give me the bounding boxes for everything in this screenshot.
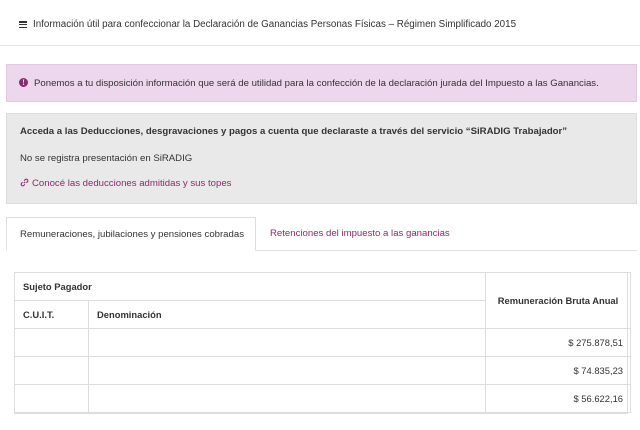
page-header (0, 0, 640, 46)
cell-remuneracion: $ 56.622,16 (486, 385, 631, 413)
table-row (15, 329, 631, 357)
page-title: Información útil para confeccionar la Declaración de Ganancias Personas Físicas – Régimen Simplificado 2015 (33, 19, 517, 30)
tab-bar (6, 217, 637, 251)
cell-remuneracion: $ 275.878,51 (486, 329, 631, 357)
hamburger-icon[interactable] (19, 21, 27, 28)
cell-remuneracion: $ 74.835,23 (486, 357, 631, 385)
table-row (15, 357, 631, 385)
deducciones-link[interactable] (20, 178, 231, 189)
panel-title: Acceda a las Deducciones, desgravaciones y pagos a cuenta que declaraste a través del servicio “SiRADIG Trabajador” (20, 126, 568, 137)
cell-cuit (15, 329, 89, 357)
tab-remuneraciones[interactable]: Remuneraciones, jubilaciones y pensiones cobradas (6, 217, 256, 251)
siradig-panel (6, 113, 637, 204)
alert-text: Ponemos a tu disposición información que será de utilidad para la confección de la declaración jurada del Impuesto a las Ganancias. (34, 78, 599, 89)
remuneraciones-table (14, 272, 628, 414)
tab-retenciones[interactable]: Retenciones del impuesto a las ganancias (270, 228, 450, 239)
header-denominacion: Denominación (89, 301, 486, 329)
deducciones-link-label[interactable]: Conocé las deducciones admitidas y sus topes (32, 178, 232, 189)
header-cuit: C.U.I.T. (15, 301, 89, 329)
cell-cuit (15, 357, 89, 385)
cell-denominacion (89, 329, 486, 357)
cell-denominacion (89, 385, 486, 413)
header-sujeto-pagador: Sujeto Pagador (15, 273, 486, 301)
info-circle-icon: ! (19, 78, 28, 87)
link-icon (20, 178, 29, 187)
header-remuneracion: Remuneración Bruta Anual (486, 273, 631, 329)
cell-cuit (15, 385, 89, 413)
info-alert (6, 64, 637, 102)
panel-status: No se registra presentación en SiRADIG (20, 153, 193, 164)
table-row (15, 385, 631, 413)
cell-denominacion (89, 357, 486, 385)
